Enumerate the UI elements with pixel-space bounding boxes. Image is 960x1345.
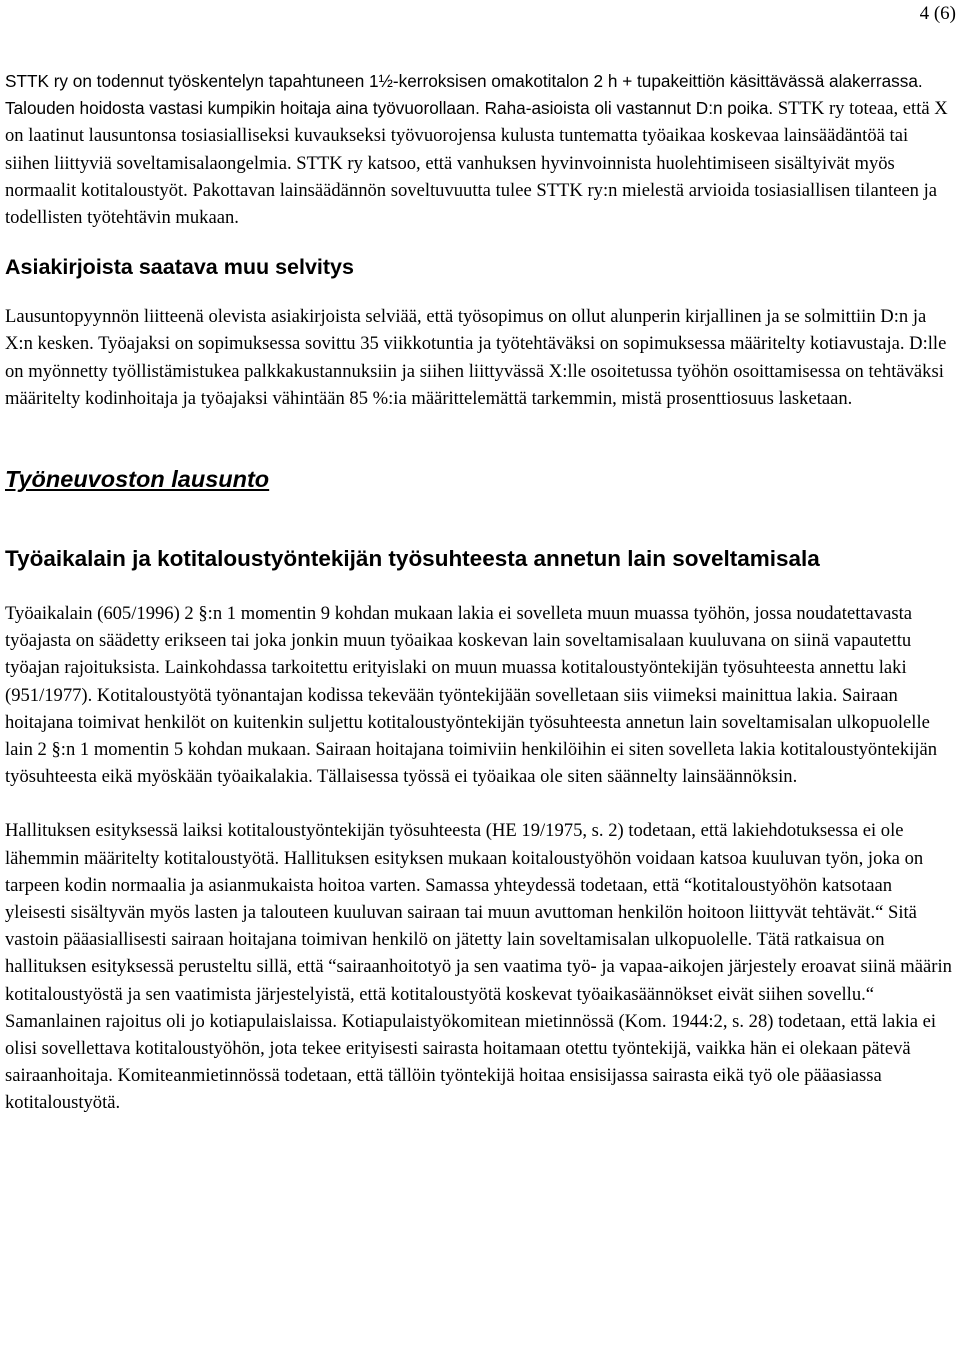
- page-number: 4 (6): [919, 3, 956, 24]
- scope-subheading: Työaikalain ja kotitaloustyöntekijän työsuhteesta annetun lain soveltamisala: [5, 546, 820, 572]
- section-heading-documents: Asiakirjoista saatava muu selvitys: [5, 255, 354, 280]
- document-body: [5, 68, 955, 1117]
- intro-sans-text: STTK ry on todennut työskentelyn tapahtuneen 1½-kerroksisen omakotitalon 2 h + tupakeittiön käsittävässä alakerrassa. Talouden hoidosta vastasi kumpikin hoitaja aina työvuorollaan. Raha-asioista oli vastannut D:n poika.: [5, 71, 923, 119]
- intro-serif-text: STTK ry toteaa, että X on laatinut lausuntonsa tosiasialliseksi kuvaukseksi työvuorojensa kulusta tuntematta työaikaa koskevaa lainsäädäntöä tai siihen liittyviä soveltamisalaongelmia. STTK ry katsoo, että vanhuksen hyvinvoinnista huolehtimiseen sisältyivät myös normaalit kotitaloustyöt. Pakottavan lainsäädännön soveltuvuutta tulee STTK ry:n mielestä arvioida tosiasiallisen tilanteen ja todellisten työtehtävin mukaan.: [5, 98, 948, 229]
- scope-paragraph-2: Hallituksen esityksessä laiksi kotitaloustyöntekijän työsuhteesta (HE 19/1975, s. 2) todetaan, että lakiehdotuksessa ei ole lähemmin määritelty kotitaloustyötä. Hallituksen esityksen mukaan koitaloustyöhön voidaan katsoa kuuluvan työn, joka on tarpeen kodin normaalia ja asianmukaista hoitoa varten. Samassa yhteydessä todetaan, että “kotitaloustyöhön katsotaan yleisesti sisältyvän myös lasten ja talouteen kuuluvan sairaan tai muun avuttoman henkilön hoitoon liittyvät tehtävät.“ Sitä vastoin pääasiallisesti sairaan hoitajana toimivan henkilö on jätetty lain soveltamisalan ulkopuolelle. Tätä ratkaisua on hallituksen esityksessä perusteltu sillä, että “sairaanhoitotyö ja sen vaatima työ- ja vapaa-aikojen järjestely eroavat siinä määrin kotitaloustyöstä ja sen vaatimista järjestelyistä, että kotitaloustyötä koskevat työaikasäännökset eivät siihen sovellu.“ Samanlainen rajoitus oli jo kotiapulaislaissa. Kotiapulaistyökomitean mietinnössä (Kom. 1944:2, s. 28) todetaan, että lakia ei olisi sovellettava kotitaloustyöhön, jota tekee erityisesti sairasta hoitamaan otettu työntekijä, vaikka hän ei olekaan pätevä sairaanhoitaja. Komiteanmietinnössä todetaan, että tällöin työntekijä hoitaa ensisijassa sairasta eikä työ ole pääasiassa kotitaloustyötä.: [5, 820, 952, 1114]
- scope-paragraph-1: Työaikalain (605/1996) 2 §:n 1 momentin 9 kohdan mukaan lakia ei sovelleta muun muassa työhön, jossa noudatettavasta työajasta on säädetty erikseen tai joka jonkin muun työaikaa koskevan lain soveltamisalaan kuuluvana on siinä vapautettu työajan rajoituksista. Lainkohdassa tarkoitettu erityislaki on muun muassa kotitaloustyöntekijän työsuhteesta annettu laki (951/1977). Kotitaloustyötä työnantajan kodissa tekevään työntekijään sovelletaan siis viimeksi mainittua lakia. Sairaan hoitajana toimivat henkilöt on kuitenkin suljettu kotitaloustyöntekijän työsuhteesta annetun lain soveltamisalan ulkopuolelle lain 2 §:n 1 momentin 5 kohdan mukaan. Sairaan hoitajana toimiviin henkilöihin ei siten sovelleta lakia kotitaloustyöntekijän työsuhteesta eikä myöskään työaikalakia. Tällaisessa työssä ei työaikaa ole siten säännelty lainsäännöksin.: [5, 603, 938, 788]
- intro-paragraph: [5, 68, 955, 231]
- documents-paragraph: Lausuntopyynnön liitteenä olevista asiakirjoista selviää, että työsopimus on ollut alunperin kirjallinen ja se solmittiin D:n ja X:n kesken. Työajaksi on sopimuksessa sovittu 35 viikkotuntia ja työtehtäväksi on sopimuksessa määritelty kotiavustaja. D:lle on myönnetty työllistämistukea palkkakustannuksiin ja siihen liittyvässä X:lle osoitetussa työhön osoittamisessa on tehtäväksi määritelty kodinhoitaja ja työajaksi vähintään 85 %:ia määrittelemättä tarkemmin, mistä prosenttiosuus lasketaan.: [5, 306, 947, 409]
- statement-heading: Työneuvoston lausunto: [5, 466, 270, 493]
